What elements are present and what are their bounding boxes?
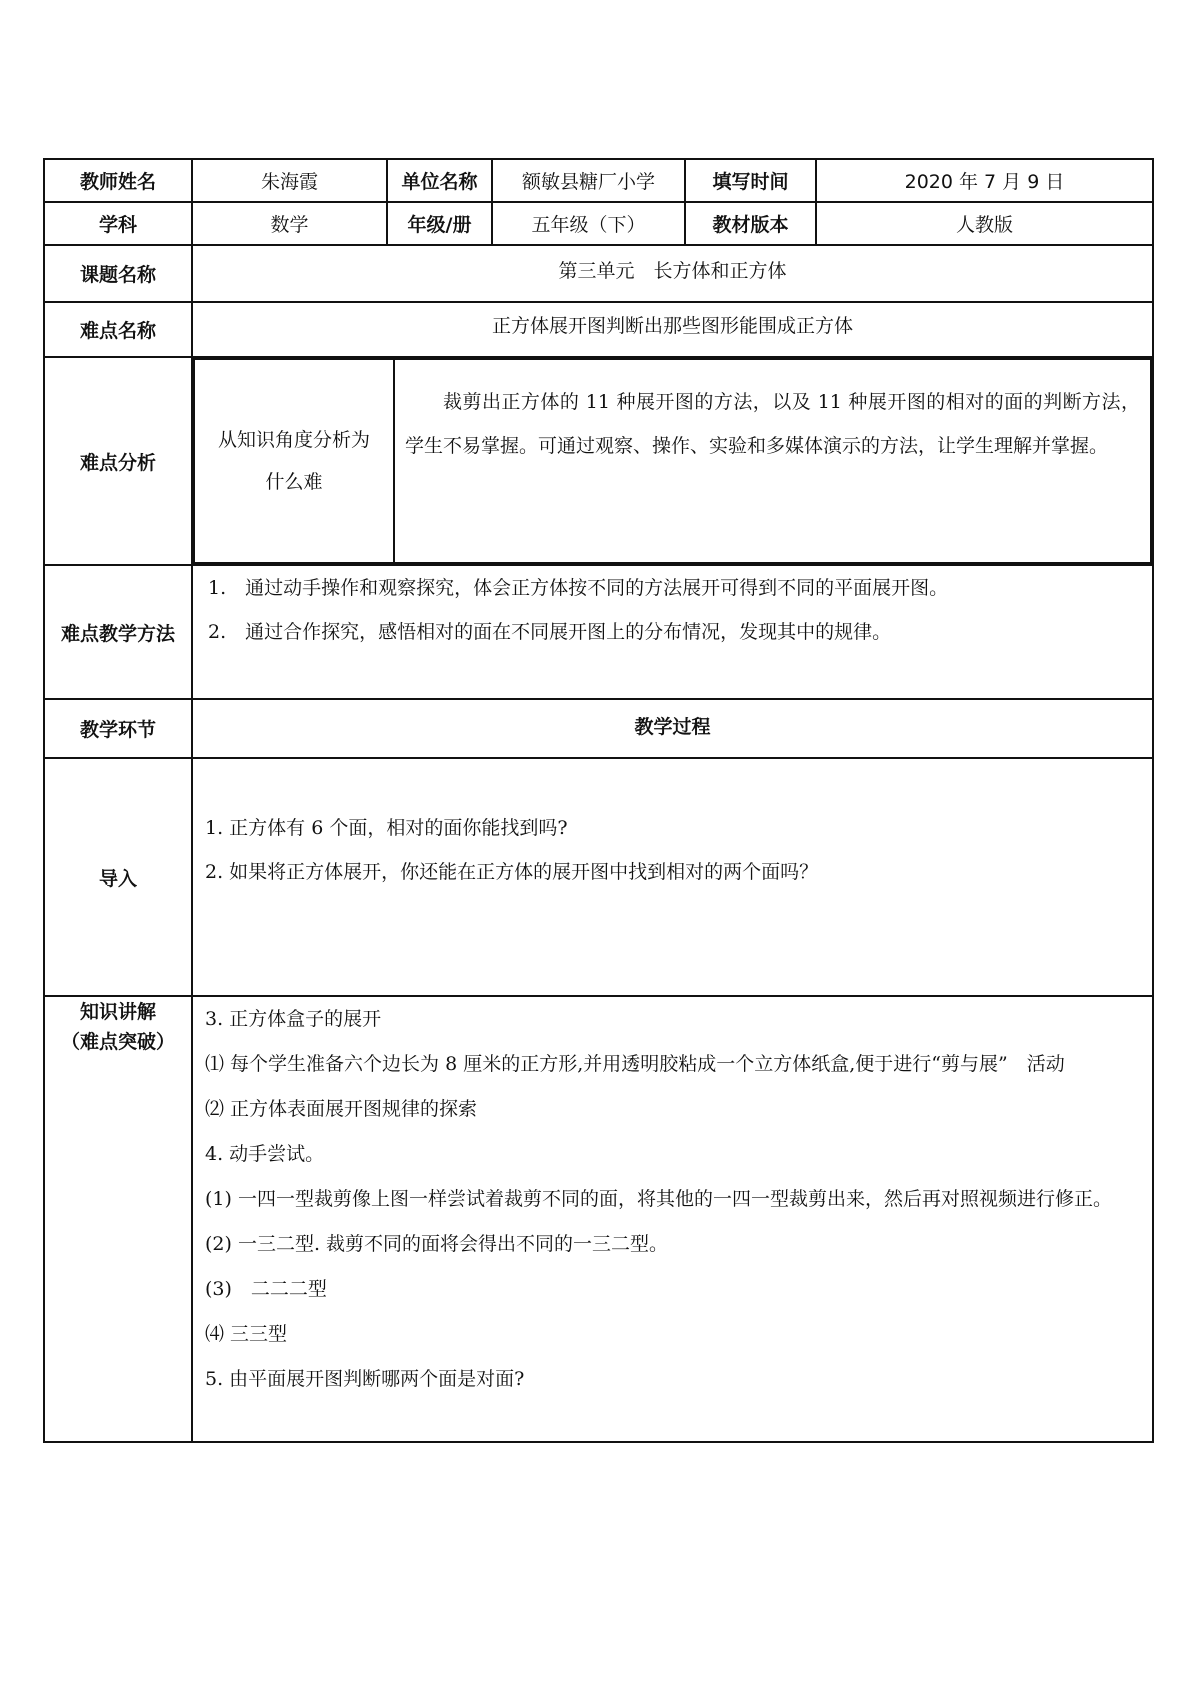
process-label: 教学环节	[44, 699, 192, 758]
knowledge-line-1: 3. 正方体盒子的展开	[205, 1008, 382, 1030]
edition-label: 教材版本	[685, 202, 816, 245]
grade-label: 年级/册	[387, 202, 492, 245]
method-row	[44, 565, 1153, 699]
topic-value: 第三单元 长方体和正方体	[192, 245, 1153, 302]
method-item-2: 2. 通过合作探究，感悟相对的面在不同展开图上的分布情况，发现其中的规律。	[208, 621, 892, 643]
edition-value: 人教版	[816, 202, 1153, 245]
analysis-inner	[193, 358, 1152, 564]
difficulty-label: 难点名称	[44, 302, 192, 357]
intro-line-2: 2. 如果将正方体展开，你还能在正方体的展开图中找到相对的两个面吗？	[205, 861, 819, 883]
knowledge-line-4: 4. 动手尝试。	[205, 1143, 325, 1165]
intro-row	[44, 758, 1153, 996]
teacher-value: 朱海霞	[192, 159, 387, 202]
knowledge-line-3: ⑵ 正方体表面展开图规律的探索	[205, 1098, 478, 1120]
knowledge-line-8: ⑷ 三三型	[205, 1323, 288, 1345]
analysis-sub-label: 从知识角度分析为什么难	[194, 359, 394, 563]
method-content	[192, 565, 1153, 699]
knowledge-label-line-2: （难点突破）	[60, 1031, 175, 1053]
teacher-label: 教师姓名	[44, 159, 192, 202]
analysis-text-cell	[394, 359, 1151, 563]
process-row	[44, 699, 1153, 758]
unit-label: 单位名称	[387, 159, 492, 202]
subject-value: 数学	[192, 202, 387, 245]
analysis-text: 裁剪出正方体的 11 种展开图的方法，以及 11 种展开图的相对的面的判断方法，学生不易掌握。可通过观察、操作、实验和多媒体演示的方法，让学生理解并掌握。	[405, 391, 1140, 457]
analysis-row	[44, 357, 1153, 565]
lesson-plan-sheet	[43, 158, 1152, 1443]
subject-label: 学科	[44, 202, 192, 245]
process-title: 教学过程	[192, 699, 1153, 758]
grade-value: 五年级（下）	[492, 202, 685, 245]
topic-row	[44, 245, 1153, 302]
method-label: 难点教学方法	[44, 565, 192, 699]
lesson-plan-table	[43, 158, 1154, 1443]
knowledge-row	[44, 996, 1153, 1442]
knowledge-label	[44, 996, 192, 1442]
knowledge-line-5: (1) 一四一型裁剪像上图一样尝试着裁剪不同的面，将其他的一四一型裁剪出来，然后再对照视频进行修正。	[205, 1188, 1112, 1210]
header-row-2	[44, 202, 1153, 245]
header-row-1	[44, 159, 1153, 202]
knowledge-line-9: 5. 由平面展开图判断哪两个面是对面?	[205, 1368, 525, 1390]
knowledge-line-2: ⑴ 每个学生准备六个边长为 8 厘米的正方形,并用透明胶粘成一个立方体纸盒,便于进行“剪与展” 活动	[205, 1053, 1065, 1075]
difficulty-value: 正方体展开图判断出那些图形能围成正方体	[192, 302, 1153, 357]
knowledge-label-line-1: 知识讲解	[79, 1001, 156, 1023]
unit-value: 额敏县糖厂小学	[492, 159, 685, 202]
topic-label: 课题名称	[44, 245, 192, 302]
knowledge-line-7: (3) 二二二型	[205, 1278, 327, 1300]
method-item-1: 1. 通过动手操作和观察探究，体会正方体按不同的方法展开可得到不同的平面展开图。	[208, 577, 949, 599]
date-label: 填写时间	[685, 159, 816, 202]
intro-label: 导入	[44, 758, 192, 996]
analysis-label: 难点分析	[44, 357, 192, 565]
difficulty-row	[44, 302, 1153, 357]
intro-content	[192, 758, 1153, 996]
analysis-content	[192, 357, 1153, 565]
knowledge-line-6: (2) 一三二型. 裁剪不同的面将会得出不同的一三二型。	[205, 1233, 669, 1255]
knowledge-content	[192, 996, 1153, 1442]
intro-line-1: 1. 正方体有 6 个面，相对的面你能找到吗?	[205, 817, 568, 839]
date-value: 2020 年 7 月 9 日	[816, 159, 1153, 202]
